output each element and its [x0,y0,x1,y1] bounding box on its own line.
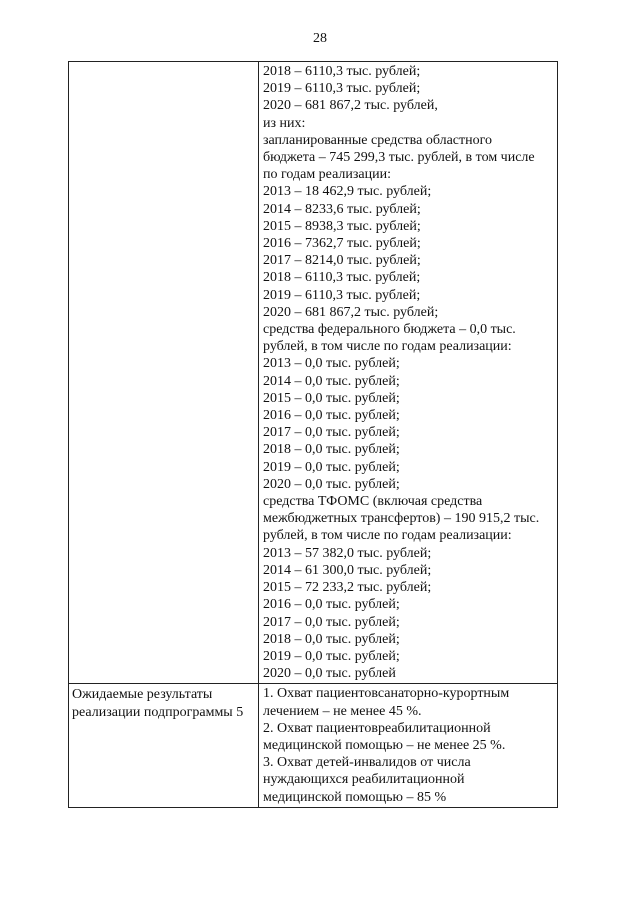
financing-line: запланированные средства областного [263,132,493,148]
expected-results-line: медицинской помощью – 85 % [263,789,447,805]
financing-line: по годам реализации: [263,167,391,183]
financing-line: 2020 – 0,0 тыс. рублей [263,666,396,682]
expected-results-line: 2. Охват пациентовреабилитационной [263,720,491,736]
financing-line: бюджета – 745 299,3 тыс. рублей, в том числе [263,150,535,166]
financing-line: 2017 – 8214,0 тыс. рублей; [263,253,421,269]
financing-row [69,62,558,684]
page-number: 28 [313,31,327,46]
expected-results-row [69,684,558,808]
financing-line: 2020 – 0,0 тыс. рублей; [263,476,400,492]
financing-line: 2019 – 6110,3 тыс. рублей; [263,81,421,97]
financing-line: рублей, в том числе по годам реализации: [263,339,512,355]
financing-line: из них: [263,115,306,131]
financing-line: средства ТФОМС (включая средства [263,494,483,510]
expected-results-line: медицинской помощью – не менее 25 %. [263,737,506,753]
expected-results-label-line: реализации подпрограммы 5 [72,704,244,720]
expected-results-line: лечением – не менее 45 %. [263,703,422,719]
financing-line: 2018 – 6110,3 тыс. рублей; [263,270,421,286]
financing-line: средства федерального бюджета – 0,0 тыс. [263,322,516,338]
financing-line: 2016 – 0,0 тыс. рублей; [263,408,400,424]
financing-line: 2018 – 6110,3 тыс. рублей; [263,64,421,79]
expected-results-value-cell [259,684,558,808]
financing-line: 2019 – 6110,3 тыс. рублей; [263,287,421,303]
expected-results-label-cell [69,684,259,808]
financing-line: 2019 – 0,0 тыс. рублей; [263,459,400,475]
expected-results-label-line: Ожидаемые результаты [72,687,213,703]
financing-line: 2017 – 0,0 тыс. рублей; [263,614,400,630]
financing-label-cell [69,62,259,684]
financing-line: 2015 – 72 233,2 тыс. рублей; [263,580,432,596]
financing-line: 2020 – 681 867,2 тыс. рублей; [263,304,439,320]
financing-line: 2019 – 0,0 тыс. рублей; [263,648,400,664]
financing-line: 2014 – 0,0 тыс. рублей; [263,373,400,389]
financing-line: 2014 – 8233,6 тыс. рублей; [263,201,421,217]
passport-table [68,61,558,808]
financing-line: межбюджетных трансфертов) – 190 915,2 тыс. [263,511,540,527]
expected-results-line: нуждающихся реабилитационной [263,772,465,788]
financing-line: 2018 – 0,0 тыс. рублей; [263,631,400,647]
expected-results-line: 1. Охват пациентовсанаторно-курортным [263,686,510,702]
financing-line: 2017 – 0,0 тыс. рублей; [263,425,400,441]
financing-line: 2016 – 0,0 тыс. рублей; [263,597,400,613]
financing-line: 2016 – 7362,7 тыс. рублей; [263,236,421,252]
financing-line: рублей, в том числе по годам реализации: [263,528,512,544]
financing-line: 2013 – 57 382,0 тыс. рублей; [263,545,432,561]
financing-value-cell [259,62,558,684]
financing-line: 2013 – 18 462,9 тыс. рублей; [263,184,432,200]
financing-line: 2020 – 681 867,2 тыс. рублей, [263,98,438,114]
financing-line: 2013 – 0,0 тыс. рублей; [263,356,400,372]
financing-line: 2014 – 61 300,0 тыс. рублей; [263,562,432,578]
financing-line: 2018 – 0,0 тыс. рублей; [263,442,400,458]
expected-results-line: 3. Охват детей-инвалидов от числа [263,755,471,771]
financing-line: 2015 – 0,0 тыс. рублей; [263,390,400,406]
financing-line: 2015 – 8938,3 тыс. рублей; [263,218,421,234]
